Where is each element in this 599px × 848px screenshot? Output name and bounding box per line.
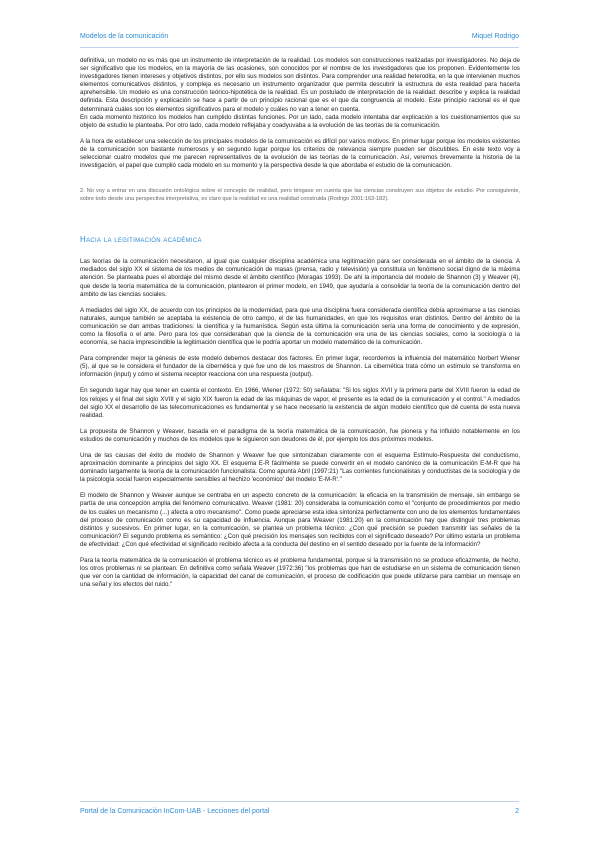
footer-divider [80, 801, 519, 802]
page-footer [80, 808, 519, 820]
paragraph: Las teorías de la comunicación necesitaron, al igual que cualquier disciplina académica una legitimación para ser considerada en el ámbito de la ciencia. A mediados del siglo XX el sistema de los medios de comunicación de masas (prensa, radio y televisión) ya constituía un fenómeno social digno de la máxima atención. Se planteaba pues el abordaje del mismo desde el ámbito científico (Moragas 1993). De ahí la importancia del modelo de Shannon (3) y Weaver (4), que desde la teoría matemática de la comunicación, plantearon el primer modelo, en 1949, que ayudaría a consolidar la teoría de la comunicación dentro del ámbito de las ciencias sociales. [80, 258, 520, 298]
paragraph: definitiva, un modelo no es más que un instrumento de interpretación de la realidad. Los modelos son construcciones realizadas por investigadores. No deja de ser significativo que los modelos, en la mayoría de las ocasiones, son conocidos por el nombre de los investigadores que los proponen. Evidentemente los investigadores tienen intereses y objetivos distintos, por ello sus modelos son distintos. Para comprender una realidad heterodita, en la que intervienen muchos elementos comunicativos distintos, y compleja es necesario un instrumento organizador que permita descubrir la estructura de esta realidad para hacerla aprehensible. Un modelo es una construcción teórico-hipotética de la realidad. Es un postulado de interpretación de la realidad: describe y explica la realidad definida. Esta descripción y explicación se hace a partir de un principio racional que es el que da congruencia al modelo. Este principio racional es el que determinará cuáles son los elementos significativos para el modelo y cuáles no van a tener en cuenta. [80, 57, 520, 113]
paragraph: Una de las causas del éxito de modelo de Shannon y Weaver fue que sintonizaban claramente con el esquema Estímulo-Respuesta del conductismo, aproximación dominante a principios del siglo XX. El esquema E-R fácilmente se puede convertir en el modelo canónico de la comunicación E-M-R que ha dominado largamente la teoría de la comunicación funcionalista. Como apunta Abril (1997:21) "Las corrientes funcionalistas y conductistas de la sociología y de la psicología social fueron especialmente sensibles al hechizo 'económico' del modelo 'E-M-R'." [80, 452, 520, 484]
paragraph: El modelo de Shannon y Weaver aunque se centraba en un aspecto concreto de la comunicación: la eficacia en la transmisión de mensaje, sin embargo se partía de una concepción amplia del fenómeno comunicativo. Weaver (1981: 20) consideraba la comunicación como el "conjunto de procedimientos por medio de los cuales un mecanismo (...) afecta a otro mecanismo". Como puede apreciarse esta idea sintoniza perfectamente con uno de los elementos fundamentales del proceso de comunicación como es su capacidad de influencia. Aunque para Weaver (1981:20) en la comunicación hay que distinguir tres problemas distintos y sucesivos. En primer lugar, en la comunicación, se plantea un problema técnico: ¿Con qué precisión se pueden transmitir las señales de la comunicación? El segundo problema es semántico: ¿Con qué precisión los mensajes son recibidos con el significado deseado? Por último estaría un problema de efectividad: ¿Con qué efectividad el significado recibido afecta a la conducta del destino en el sentido deseado por la fuente de la información? [80, 492, 520, 548]
header-divider [80, 47, 519, 48]
paragraph: Para la teoría matemática de la comunicación el problema técnico es el problema fundamental, porque si la transmisión no se produce eficazmente, de hecho, los otros problemas ni se plantean. En definitiva como señala Weaver (1972:36) "los problemas que han de estudiarse en un sistema de comunicación tienen que ver con la cantidad de información, la capacidad del canal de comunicación, el proceso de codificación que puede utilizarse para cambiar un mensaje en una señal y los efectos del ruido." [80, 557, 520, 589]
footnote: 2. No voy a entrar en una discusión ontológica sobre el concepto de realidad, pero téngase en cuenta que las ciencias construyen sus objetos de estudio. Por consiguiente, sobre todo desde una perspectiva interpretativa, es claro que la realidad es una realidad construida (Rodrigo 2001:163-182). [80, 188, 520, 202]
paragraph: En segundo lugar hay que tener en cuenta el contexto. En 1966, Wiener (1972: 50) señalaba: "Si los siglos XVII y la primera parte del XVIII fueron la edad de los relojes y el final del siglo XVIII y el siglo XIX fueron la edad de las máquinas de vapor, el presente es la edad de la comunicación y el control." A mediados del siglo XX el desarrollo de las telecomunicaciones es fundamental y se hace necesario la existencia de algún modelo científico que dé cuenta de esta nueva realidad. [80, 387, 520, 419]
page-header [80, 33, 519, 45]
paragraph: En cada momento histórico los modelos han cumplido distintas funciones. Por un lado, cada modelo intentaba dar explicación a los cuestionamientos que su objeto de estudio le planteaba. Por otro lado, cada modelo reflejaba y coadyuvaba a la evolución de las teorías de la comunicación. [80, 113, 520, 129]
page-number: 2 [515, 808, 519, 815]
page-content [80, 57, 520, 597]
paragraph: A mediados del siglo XX, de acuerdo con los principios de la modernidad, para que una disciplina fuera considerada científica debía aproximarse a las ciencias naturales, aunque también se aceptaba la existencia de otro campo, el de las humanidades, en que los requisitos eran distintos. Dentro del ámbito de la comunicación se dan ambas tradiciones: la científica y la humanística. Según esta última la comunicación sería una forma de conocimiento y de expresión, como la filosofía o el arte. Pero para los que consideraban que la ciencia de la comunicación era una de las ciencias sociales, como la sociología o la economía, se hacía imprescindible la legitimación científica que le podría aportar un modelo matemático de la comunicación. [80, 306, 520, 347]
header-title: Modelos de la comunicación [80, 33, 169, 40]
paragraph: La propuesta de Shannon y Weaver, basada en el paradigma de la teoría matemática de la comunicación, fue pionera y ha influido notablemente en los estudios de comunicación y muchos de los modelos que le siguieron son deudores de él, por ejemplo los dos próximos modelos. [80, 427, 520, 443]
paragraph: A la hora de establecer una selección de los principales modelos de la comunicación es difícil por varios motivos. En primer lugar porque los modelos existentes de la comunicación son bastante numerosos y en segundo lugar porque los criterios de relevancia siempre pueden ser discutibles. En este texto voy a seleccionar cuatro modelos que me parecen representativos de la evolución de las teorías de la comunicación. Así, veremos brevemente la historia de la investigación, el papel que cumplió cada modelo en su momento y la perspectiva desde la que abordaba el estudio de la comunicación. [80, 137, 520, 170]
section-title: Hacia la legitimación académica [80, 235, 202, 245]
paragraph: Para comprender mejor la génesis de este modelo debemos destacar dos factores. En primer lugar, recordemos la influencia del matemático Norbert Wiener (5), al que se le considera el fundador de la cibernética y que fue uno de los maestros de Shannon. La cibernética trata cómo un estímulo se transforma en información (input) y cómo el sistema receptor reacciona con una respuesta (output). [80, 355, 520, 379]
footer-source: Portal de la Comunicación InCom-UAB - Lecciones del portal [80, 808, 270, 815]
header-author: Miquel Rodrigo [471, 33, 519, 40]
